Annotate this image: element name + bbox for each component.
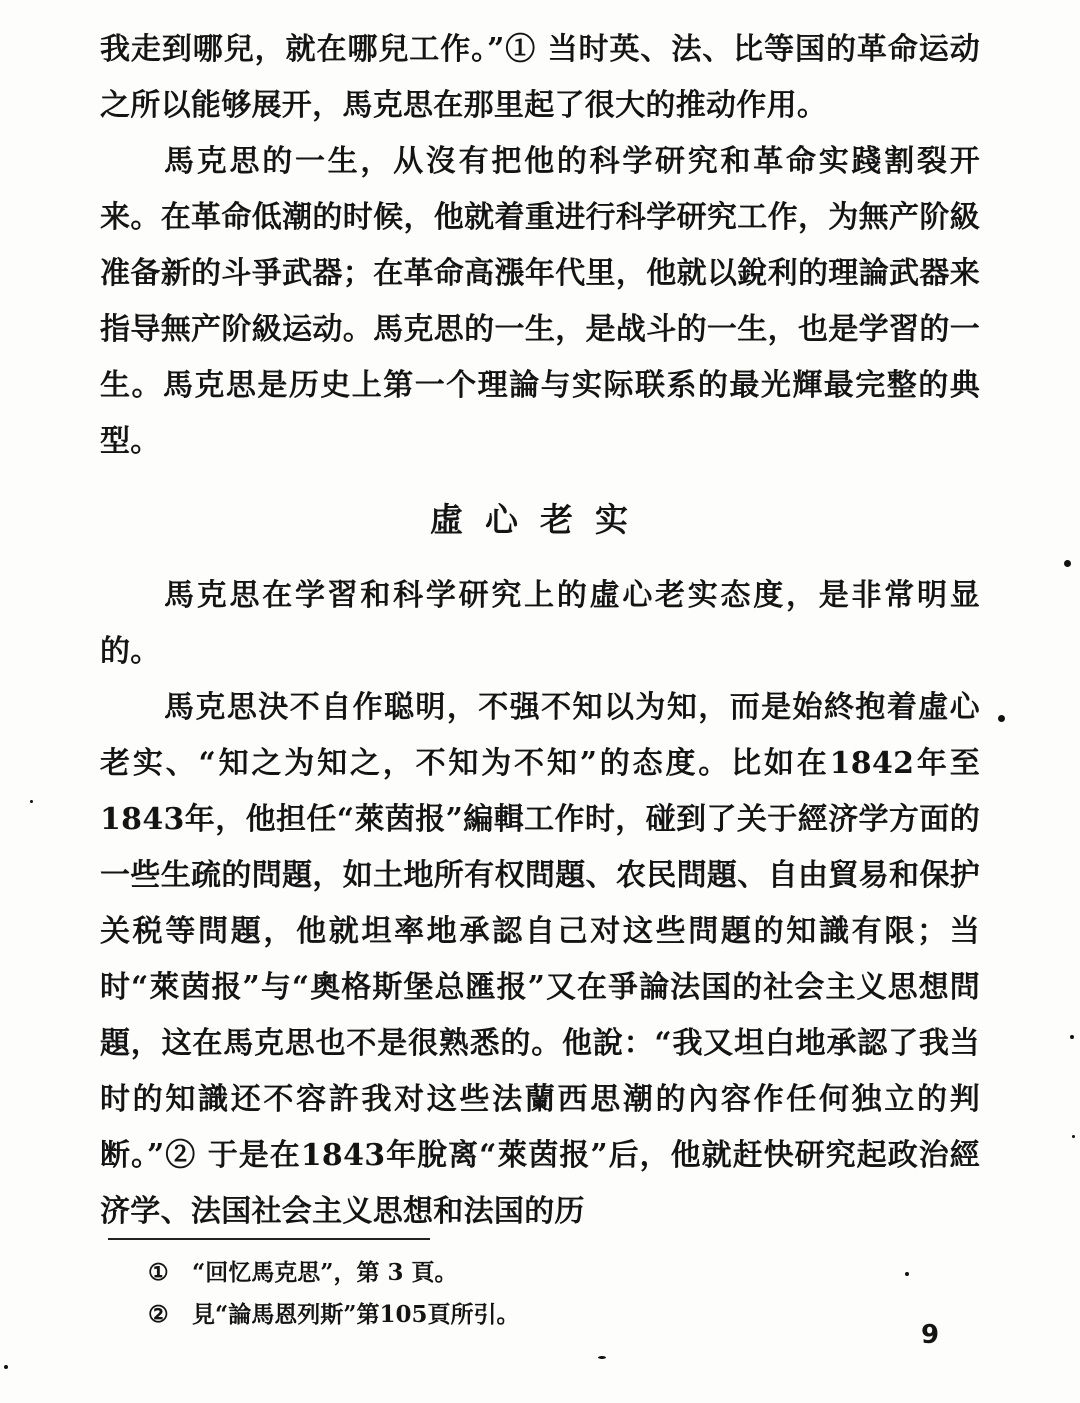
paragraph: 馬克思在学習和科学研究上的虛心老实态度，是非常明显的。 [100,578,980,669]
scan-speck [1064,560,1071,567]
section-heading: 虛心老实 [430,500,650,539]
footnotes [148,1252,948,1336]
scan-speck [30,800,33,803]
footnote-text: 見“論馬恩列斯”第105頁所引。 [192,1301,520,1328]
paragraph: 馬克思決不自作聪明，不强不知以为知，而是始終抱着虛心老实、“知之为知之，不知为不知”的态度。比如在1842年至1843年，他担任“萊茵报”編輯工作时，碰到了关于經济学方面的一些生疏的問題，如土地所有权問題、农民問題、自由貿易和保护关税等問題，他就坦率地承認自己对这些問題的知識有限；当时“萊茵报”与“奧格斯堡总匯报”又在爭論法国的社会主义思想問題，这在馬克思也不是很熟悉的。他說：“我又坦白地承認了我当时的知識还不容許我对这些法蘭西思潮的內容作任何独立的判断。”② 于是在1843年脫离“萊茵报”后，他就赶快研究起政治經济学、法国社会主义思想和法国的历 [100,690,980,1229]
scan-speck [598,1356,606,1359]
scan-speck [1072,1135,1075,1138]
footnote-text: “回忆馬克思”，第 3 頁。 [192,1259,458,1286]
page-number: 9 [920,1320,940,1350]
scan-speck [905,1272,909,1276]
paragraph: 我走到哪兒，就在哪兒工作。”① 当时英、法、比等国的革命运动之所以能够展开，馬克思在那里起了很大的推动作用。 [100,32,980,123]
text-block-top [100,22,980,470]
scan-speck [998,715,1005,722]
footnote-divider [108,1238,430,1240]
footnote-marker: ② [148,1301,169,1328]
text-block-bottom [100,568,980,1240]
paragraph: 馬克思的一生，从沒有把他的科学研究和革命实踐割裂开来。在革命低潮的时候，他就着重进行科学研究工作，为無产阶級准备新的斗爭武器；在革命高漲年代里，他就以銳利的理論武器来指导無产阶級运动。馬克思的一生，是战斗的一生，也是学習的一生。馬克思是历史上第一个理論与实际联系的最光輝最完整的典型。 [100,144,980,459]
scan-speck [4,1365,8,1369]
footnote [148,1294,948,1336]
footnote-marker: ① [148,1259,169,1286]
scan-speck [1070,1035,1074,1039]
footnote [148,1252,948,1294]
